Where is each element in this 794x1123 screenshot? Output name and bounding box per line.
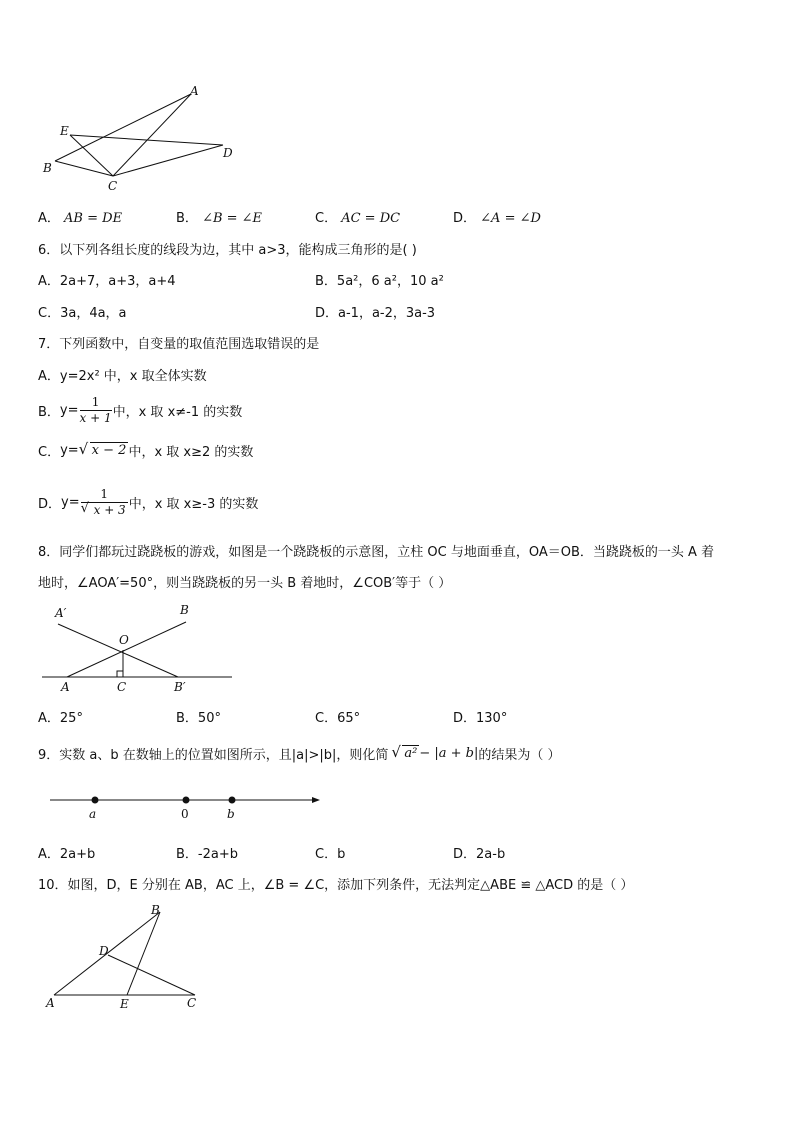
absolute-value-expr: − |a + b|: [419, 745, 479, 761]
option-letter: C．: [38, 445, 61, 460]
q8-option-d[interactable]: [453, 707, 507, 726]
label-C: C: [187, 996, 197, 1010]
option-letter: D．: [38, 496, 62, 512]
label-A: A: [46, 996, 55, 1010]
option-letter: D．: [453, 711, 477, 726]
q5-option-d[interactable]: [453, 207, 541, 226]
q7-option-a[interactable]: [38, 365, 207, 384]
option-text: a-1，a-2，3a-3: [338, 306, 436, 321]
fraction: [81, 487, 128, 518]
right-angle-mark: [117, 671, 123, 677]
option-letter: A．: [38, 847, 60, 862]
option-text: 中，x 取 x≠-1 的实数: [112, 404, 243, 420]
fraction: [80, 395, 112, 426]
line-ed: [70, 135, 223, 145]
label-E: E: [60, 124, 69, 138]
option-letter: B．: [176, 711, 198, 726]
q8-stem-line2: 地时，∠AOA′=50°，则当跷跷板的另一头 B 着地时，∠COB′等于（ ）: [38, 576, 452, 591]
option-letter: D．: [453, 847, 477, 862]
option-letter: B．: [176, 847, 198, 862]
fraction-numerator: 1: [80, 395, 112, 411]
option-text: 65°: [337, 711, 361, 726]
q8-option-c[interactable]: [315, 707, 360, 726]
option-letter: A．: [38, 274, 60, 289]
q7-option-d[interactable]: [38, 482, 258, 522]
q9-number-line: [45, 788, 330, 823]
q8-option-b[interactable]: [176, 707, 221, 726]
label-zero: 0: [181, 807, 189, 821]
option-expr: ∠B = ∠E: [202, 211, 263, 226]
option-letter: C．: [38, 306, 61, 321]
q9-stem: [38, 741, 561, 765]
point-b: [229, 797, 236, 804]
option-letter: A．: [38, 211, 60, 226]
stem-text: 9．实数 a、b 在数轴上的位置如图所示，且|a|>|b|，则化简: [38, 747, 389, 763]
q9-option-a[interactable]: [38, 843, 95, 862]
q5-option-c[interactable]: [315, 207, 400, 226]
option-letter: C．: [315, 211, 338, 226]
fraction-denominator: x + 1: [79, 410, 112, 425]
line-bc: [55, 161, 113, 176]
option-text: y=2x² 中，x 取全体实数: [59, 369, 207, 384]
label-B1: B′: [174, 680, 186, 694]
option-letter: C．: [315, 711, 338, 726]
option-prefix: y=: [61, 494, 80, 510]
label-C: C: [117, 680, 127, 694]
radicand: x + 3: [93, 502, 126, 517]
label-D: D: [99, 944, 109, 958]
q6-option-a[interactable]: [38, 270, 176, 289]
label-A: A: [61, 680, 70, 694]
option-letter: B．: [315, 274, 337, 289]
option-letter: D．: [453, 211, 477, 226]
point-a: [92, 797, 99, 804]
point-zero: [183, 797, 190, 804]
label-b: b: [227, 807, 235, 821]
label-A1: A′: [55, 606, 67, 620]
line-ca: [113, 94, 191, 176]
q6-option-c[interactable]: [38, 302, 127, 321]
option-text: 中，x 取 x≥-3 的实数: [128, 496, 259, 512]
q5-option-b[interactable]: [176, 207, 262, 226]
option-text: 5a²，6 a²，10 a²: [336, 274, 444, 289]
option-letter: A．: [38, 369, 60, 384]
option-text: -2a+b: [197, 847, 238, 862]
option-prefix: y=: [59, 402, 79, 418]
q7-stem: 7．下列函数中，自变量的取值范围选取错误的是: [38, 337, 320, 352]
option-letter: A．: [38, 711, 60, 726]
label-B: B: [43, 161, 52, 175]
board-a1-b1: [58, 624, 178, 677]
board-a-b: [67, 622, 186, 677]
option-text: b: [337, 847, 346, 862]
q5-figure: [38, 82, 248, 194]
label-B: B: [151, 903, 160, 917]
axis-arrow: [312, 797, 320, 803]
option-expr: ∠A = ∠D: [480, 211, 541, 226]
radicand: a²: [404, 745, 418, 761]
line-ba: [55, 94, 191, 161]
option-letter: B．: [38, 404, 60, 420]
q7-option-b[interactable]: [38, 392, 242, 428]
option-expr: AC = DC: [341, 211, 401, 226]
q8-option-a[interactable]: [38, 707, 83, 726]
q6-option-d[interactable]: [315, 302, 435, 321]
q9-option-b[interactable]: [176, 843, 238, 862]
label-a: a: [89, 807, 97, 821]
option-text: 中，x 取 x≥2 的实数: [128, 445, 254, 460]
line-ec: [70, 135, 113, 176]
label-E: E: [120, 997, 129, 1011]
option-text: 130°: [476, 711, 508, 726]
q8-seesaw-figure: [40, 602, 235, 697]
q10-stem: 10．如图，D，E 分别在 AB，AC 上，∠B = ∠C，添加下列条件，无法判定△ABE ≌ △ACD 的是（ ）: [38, 878, 634, 893]
option-letter: C．: [315, 847, 338, 862]
option-text: 2a+7，a+3，a+4: [59, 274, 176, 289]
option-expr: AB = DE: [64, 211, 123, 226]
option-text: 3a，4a，a: [60, 306, 127, 321]
option-letter: D．: [315, 306, 339, 321]
option-text: 2a+b: [59, 847, 96, 862]
option-text: 50°: [197, 711, 221, 726]
q6-stem: 6．以下列各组长度的线段为边，其中 a>3，能构成三角形的是( ): [38, 243, 417, 258]
q7-option-c[interactable]: [38, 441, 253, 460]
square-root: √ a²: [391, 742, 418, 761]
radicand: x − 2: [91, 443, 127, 458]
option-text: 25°: [59, 711, 83, 726]
fraction-numerator: 1: [81, 487, 128, 503]
label-O: O: [119, 633, 129, 647]
q9-option-c[interactable]: [315, 843, 345, 862]
q9-option-d[interactable]: [453, 843, 505, 862]
label-A: A: [190, 84, 199, 98]
option-letter: B．: [176, 211, 198, 226]
q8-stem-line1: 8．同学们都玩过跷跷板的游戏，如图是一个跷跷板的示意图，立柱 OC 与地面垂直，OA＝OB．当跷跷板的一头 A 着: [38, 545, 715, 560]
label-D: D: [223, 146, 233, 160]
fraction-denominator: √ x + 3: [80, 500, 126, 517]
q6-option-b[interactable]: [315, 270, 444, 289]
q10-triangle-figure: [40, 900, 210, 1012]
line-cd: [113, 145, 223, 176]
label-B: B: [180, 603, 189, 617]
square-root: √ x − 2: [78, 440, 127, 458]
q5-option-a[interactable]: [38, 207, 122, 226]
stem-text: 的结果为（ ）: [478, 747, 561, 763]
label-C: C: [108, 179, 118, 193]
option-prefix: y=: [60, 443, 79, 458]
line-dc: [108, 955, 195, 995]
option-text: 2a-b: [476, 847, 506, 862]
